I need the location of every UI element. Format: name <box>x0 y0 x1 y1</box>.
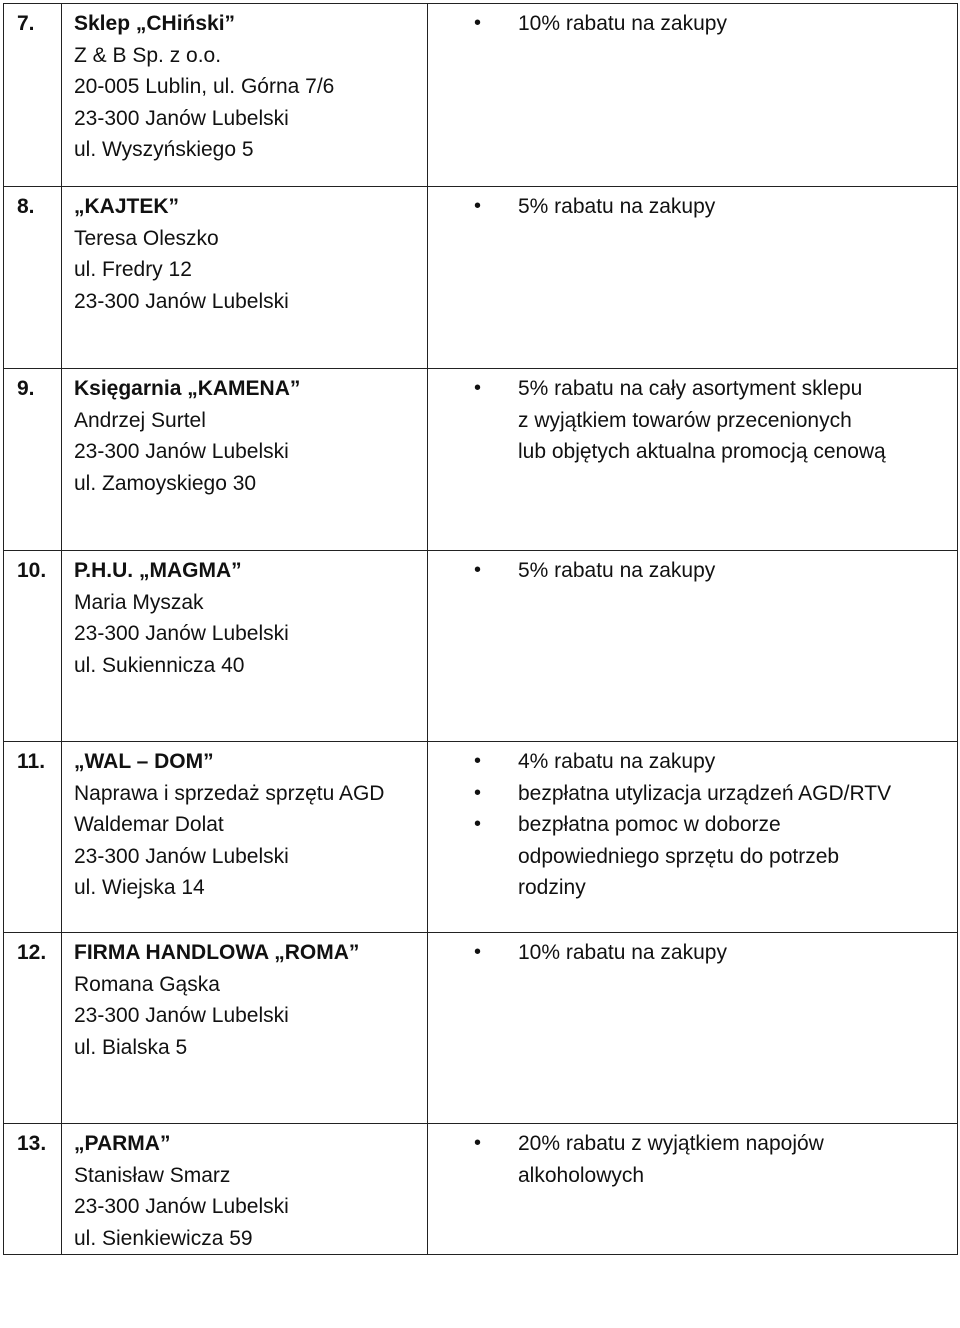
table-row <box>4 187 958 369</box>
shop-name: FIRMA HANDLOWA „ROMA” <box>74 941 360 964</box>
entry-number: 11. <box>4 742 62 933</box>
discount-offer <box>428 1124 958 1255</box>
shop-details <box>62 551 428 742</box>
benefit-item <box>474 937 957 969</box>
table-row <box>4 742 958 933</box>
benefit-item <box>474 809 957 904</box>
bullet-icon: • <box>474 559 482 581</box>
shop-address-line: Maria Myszak <box>74 590 204 614</box>
benefit-text-line: 4% rabatu na zakupy <box>518 750 716 773</box>
benefit-list <box>428 191 957 223</box>
shop-address-line: 23-300 Janów Lubelski <box>74 289 289 313</box>
benefit-list <box>428 8 957 40</box>
benefit-list <box>428 746 957 904</box>
benefit-item <box>474 373 957 468</box>
bullet-icon: • <box>474 750 482 772</box>
discount-offer <box>428 742 958 933</box>
shop-address-line: 20-005 Lublin, ul. Górna 7/6 <box>74 75 335 98</box>
bullet-icon: • <box>474 941 482 963</box>
discount-offer <box>428 187 958 369</box>
bullet-icon: • <box>474 377 482 399</box>
benefit-text-line: bezpłatna pomoc w doborze <box>518 813 781 836</box>
entry-number: 8. <box>4 187 62 369</box>
table-row <box>4 933 958 1124</box>
shop-address-line: ul. Fredry 12 <box>74 258 192 281</box>
table-row <box>4 4 958 187</box>
shop-name: „PARMA” <box>74 1132 171 1155</box>
shop-address-line: 23-300 Janów Lubelski <box>74 440 289 463</box>
entry-number: 7. <box>4 4 62 187</box>
shop-address-line: 23-300 Janów Lubelski <box>74 106 289 130</box>
shop-details <box>62 933 428 1124</box>
benefit-text-line: rodziny <box>518 876 586 899</box>
shop-address-line: Andrzej Surtel <box>74 408 206 432</box>
benefit-item <box>474 1128 957 1191</box>
bullet-icon: • <box>474 813 482 835</box>
shop-address-line: ul. Wiejska 14 <box>74 876 205 899</box>
entry-number: 10. <box>4 551 62 742</box>
benefit-text-line: 20% rabatu z wyjątkiem napojów <box>518 1132 824 1155</box>
shop-name: Sklep „CHiński” <box>74 12 236 35</box>
discount-partners-table <box>3 3 958 1255</box>
benefit-item <box>474 778 957 810</box>
bullet-icon: • <box>474 195 482 217</box>
benefit-text-line: 5% rabatu na zakupy <box>518 559 716 582</box>
entry-number: 12. <box>4 933 62 1124</box>
shop-address-line: Z & B Sp. z o.o. <box>74 43 222 67</box>
benefit-text-line: odpowiedniego sprzętu do potrzeb <box>518 844 840 868</box>
shop-address-line: ul. Zamoyskiego 30 <box>74 471 257 495</box>
table-row <box>4 1124 958 1255</box>
shop-address-line: ul. Bialska 5 <box>74 1035 188 1059</box>
shop-details <box>62 4 428 187</box>
shop-details <box>62 369 428 551</box>
shop-address-line: 23-300 Janów Lubelski <box>74 622 289 645</box>
discount-offer <box>428 551 958 742</box>
benefit-text-line: bezpłatna utylizacja urządzeń AGD/RTV <box>518 781 892 805</box>
benefit-text-line: 5% rabatu na zakupy <box>518 195 716 218</box>
shop-details <box>62 742 428 933</box>
benefit-list <box>428 555 957 587</box>
shop-name: „WAL – DOM” <box>74 750 214 773</box>
benefit-text-line: alkoholowych <box>518 1163 645 1187</box>
shop-address-line: ul. Wyszyńskiego 5 <box>74 138 254 161</box>
shop-address-line: Waldemar Dolat <box>74 813 224 836</box>
bullet-icon: • <box>474 1132 482 1154</box>
table-row <box>4 369 958 551</box>
benefit-text-line: z wyjątkiem towarów przecenionych <box>518 408 852 432</box>
benefit-list <box>428 937 957 969</box>
benefit-item <box>474 191 957 223</box>
bullet-icon: • <box>474 781 482 804</box>
shop-address-line: Teresa Oleszko <box>74 226 219 250</box>
shop-address-line: 23-300 Janów Lubelski <box>74 1195 289 1218</box>
bullet-icon: • <box>474 12 482 34</box>
benefit-item <box>474 746 957 778</box>
discount-offer <box>428 4 958 187</box>
shop-address-line: ul. Sienkiewicza 59 <box>74 1226 253 1250</box>
benefit-item <box>474 8 957 40</box>
entry-number: 9. <box>4 369 62 551</box>
benefit-list <box>428 1128 957 1191</box>
entry-number: 13. <box>4 1124 62 1255</box>
shop-address-line: 23-300 Janów Lubelski <box>74 844 289 868</box>
benefit-text-line: lub objętych aktualna promocją cenową <box>518 440 886 463</box>
shop-details <box>62 187 428 369</box>
shop-address-line: Romana Gąska <box>74 972 220 996</box>
table-row <box>4 551 958 742</box>
benefit-text-line: 10% rabatu na zakupy <box>518 12 727 35</box>
benefit-text-line: 5% rabatu na cały asortyment sklepu <box>518 377 863 400</box>
shop-name: P.H.U. „MAGMA” <box>74 559 242 582</box>
shop-name: „KAJTEK” <box>74 195 180 218</box>
benefit-item <box>474 555 957 587</box>
discount-offer <box>428 933 958 1124</box>
shop-address-line: ul. Sukiennicza 40 <box>74 653 245 677</box>
shop-address-line: 23-300 Janów Lubelski <box>74 1004 289 1027</box>
benefit-list <box>428 373 957 468</box>
benefit-text-line: 10% rabatu na zakupy <box>518 941 727 964</box>
shop-name: Księgarnia „KAMENA” <box>74 377 301 400</box>
shop-address-line: Stanisław Smarz <box>74 1163 231 1187</box>
discount-offer <box>428 369 958 551</box>
shop-address-line: Naprawa i sprzedaż sprzętu AGD <box>74 781 385 805</box>
shop-details <box>62 1124 428 1255</box>
